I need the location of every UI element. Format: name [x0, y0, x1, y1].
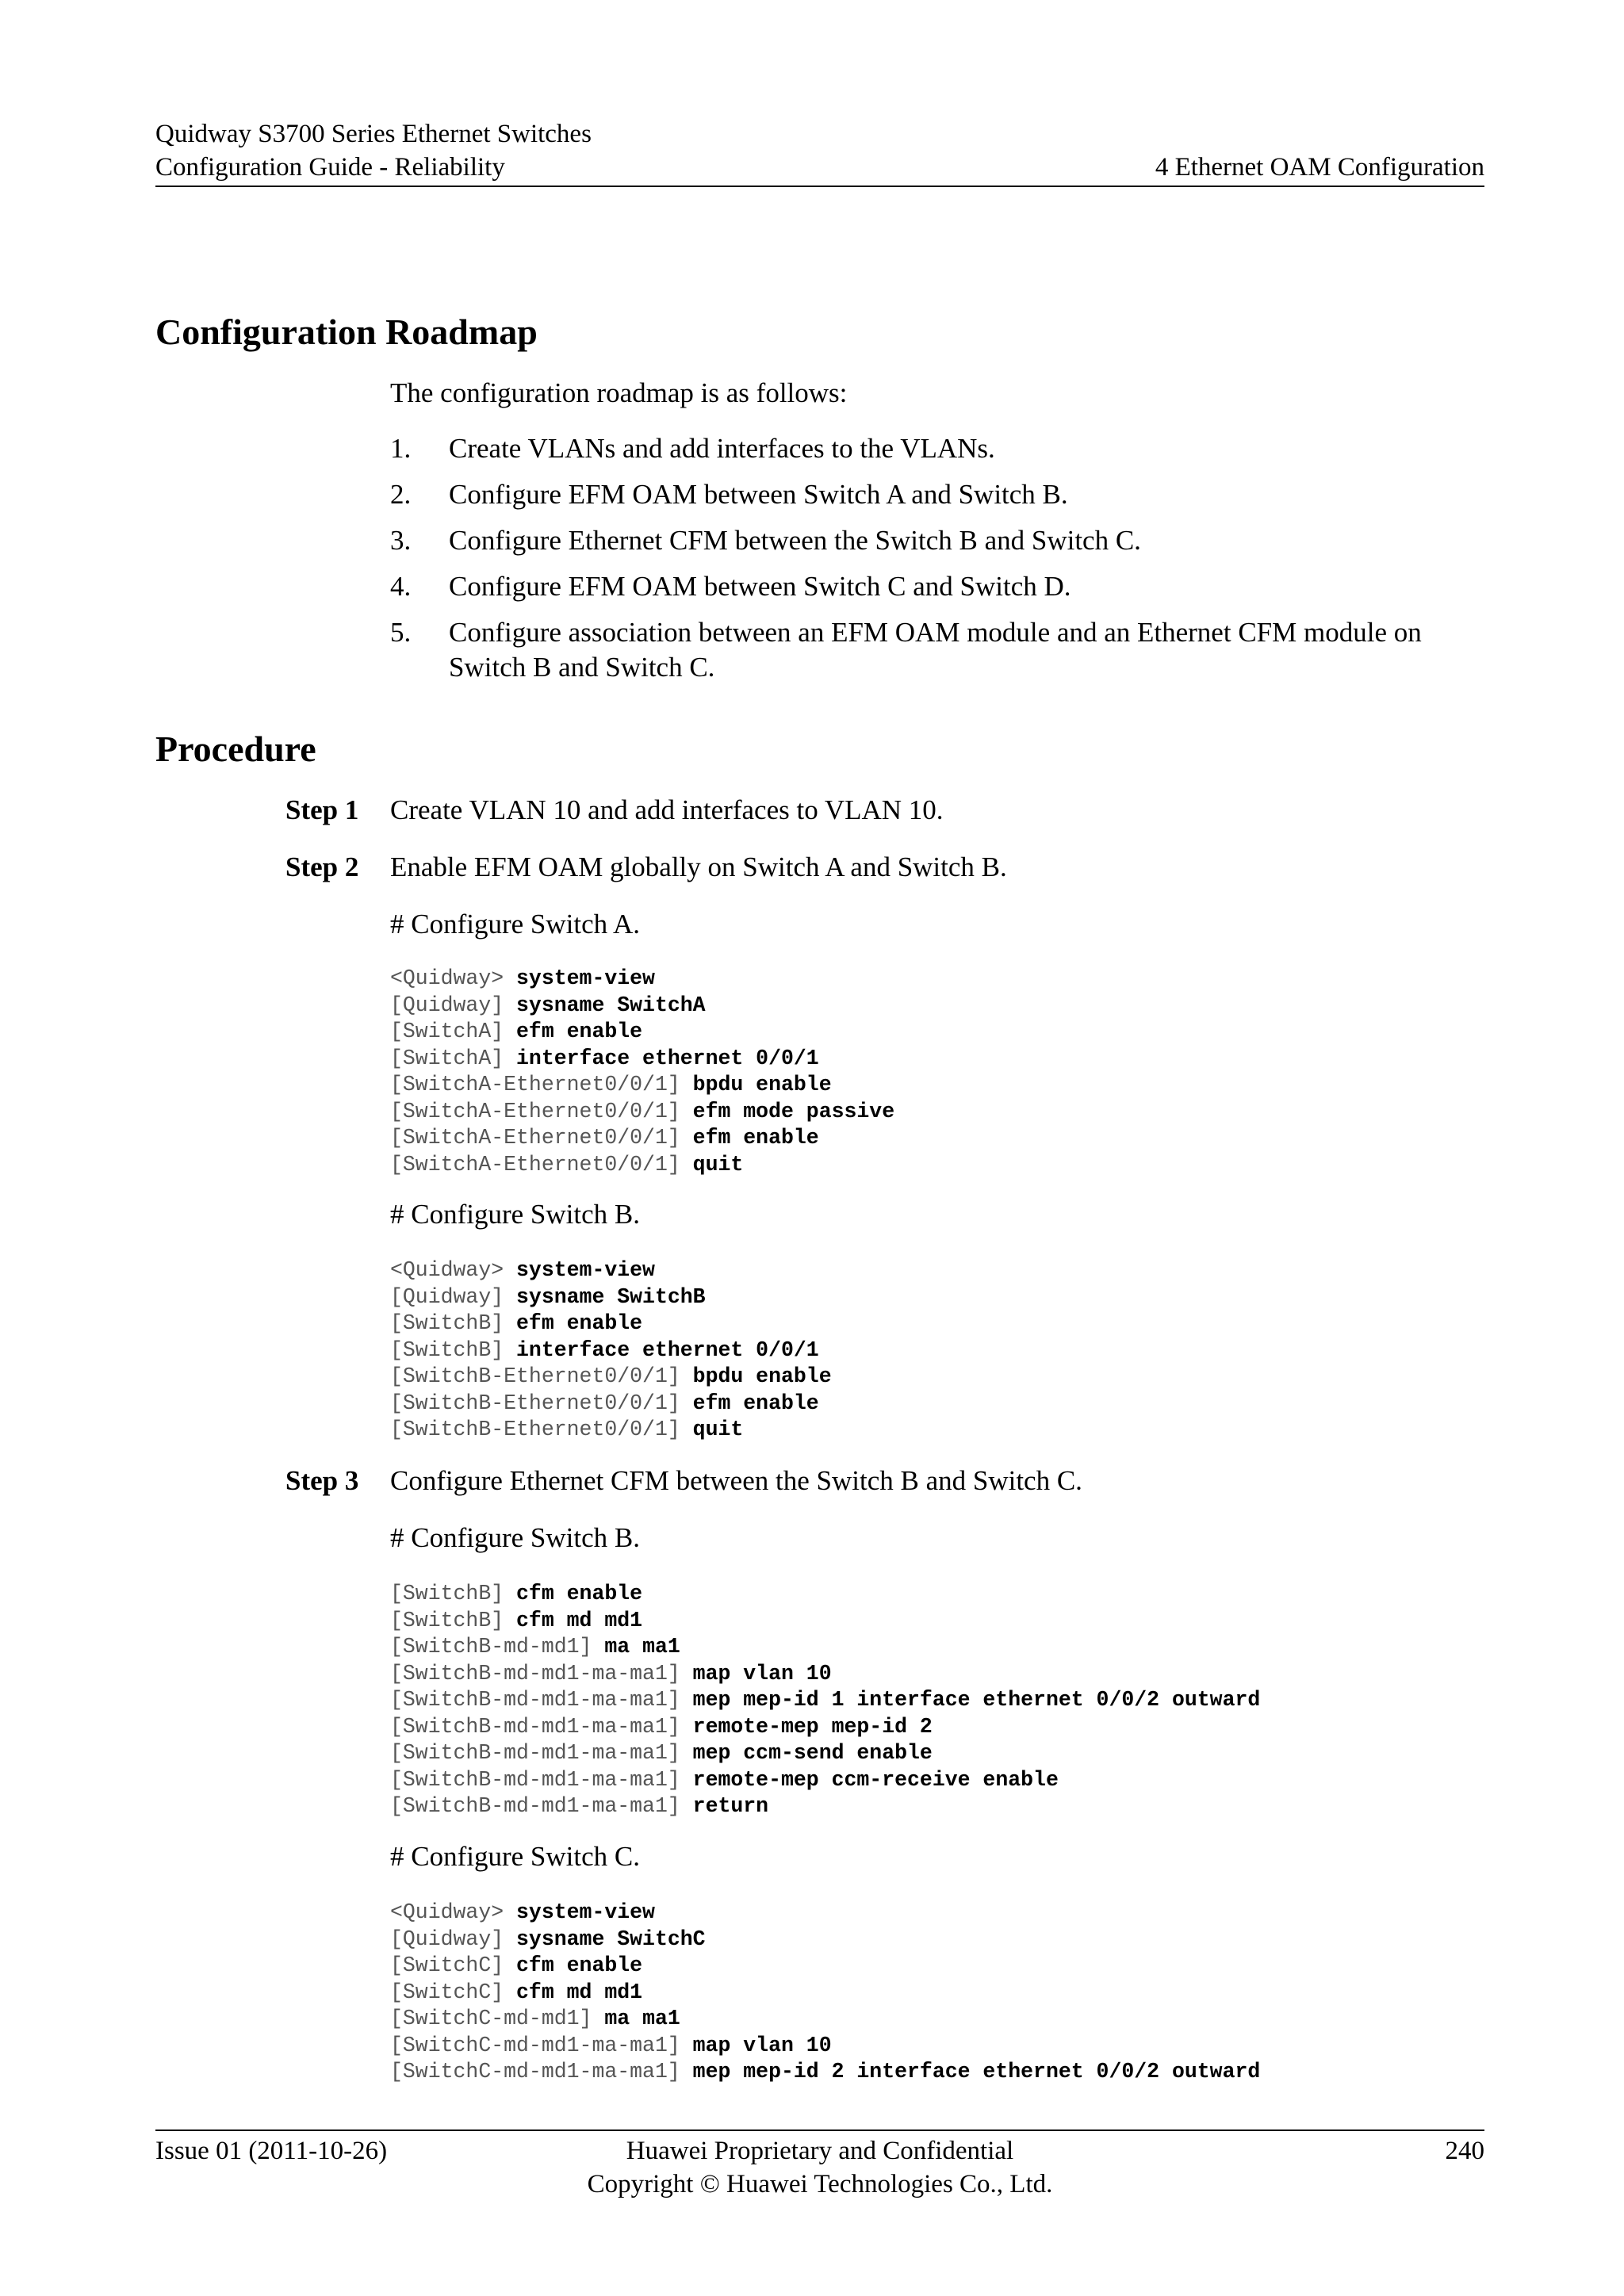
code-line [390, 1927, 1260, 1954]
code-line [390, 1714, 1260, 1741]
cli-prompt: [SwitchB-Ethernet0/0/1] [390, 1391, 680, 1415]
cli-command: remote-mep mep-id 2 [692, 1714, 933, 1739]
code-line [390, 1125, 894, 1152]
product-title: Quidway S3700 Series Ethernet Switches [155, 120, 592, 148]
cli-prompt: [SwitchB] [390, 1337, 504, 1362]
confidential-notice: Huawei Proprietary and Confidential [626, 2137, 1014, 2165]
cli-command: ma ma1 [604, 2007, 680, 2030]
step-text: Configure Ethernet CFM between the Switch B and Switch C. [390, 1465, 1082, 1496]
cli-prompt: [SwitchC-md-md1] [390, 2007, 592, 2030]
code-line [390, 1417, 832, 1444]
cli-command: efm enable [692, 1391, 819, 1415]
issue-date: Issue 01 (2011-10-26) [155, 2137, 388, 2165]
step-label: Step 1 [285, 794, 359, 825]
cli-command: map vlan 10 [692, 1661, 832, 1686]
cli-prompt: [SwitchB-Ethernet0/0/1] [390, 1364, 680, 1388]
cli-command: mep mep-id 2 interface ethernet 0/0/2 outward [692, 2060, 1261, 2084]
cli-prompt: [Quidway] [390, 1927, 504, 1951]
footer-center [155, 2134, 1484, 2201]
code-line [390, 1046, 894, 1073]
cli-command: system-view [516, 966, 655, 990]
step-text: Enable EFM OAM globally on Switch A and Switch B. [390, 851, 1007, 882]
cli-command: sysname SwitchA [516, 993, 706, 1017]
code-line [390, 1767, 1260, 1794]
page-number: 240 [1445, 2137, 1484, 2165]
code-line [390, 1581, 1260, 1608]
cli-prompt: [SwitchB-md-md1-ma-ma1] [390, 1661, 680, 1686]
cli-command: quit [692, 1418, 744, 1441]
cli-prompt: <Quidway> [390, 1900, 504, 1924]
configure-note: # Configure Switch B. [390, 1522, 640, 1553]
cli-prompt: [SwitchA-Ethernet0/0/1] [390, 1126, 680, 1150]
cli-prompt: [SwitchA-Ethernet0/0/1] [390, 1152, 680, 1177]
code-line [390, 1019, 894, 1046]
cli-command: mep mep-id 1 interface ethernet 0/0/2 outward [692, 1688, 1261, 1712]
list-item: 3. Configure Ethernet CFM between the Switch B and Switch C. [390, 525, 1141, 556]
configure-note: # Configure Switch B. [390, 1199, 640, 1230]
cli-prompt: [SwitchA] [390, 1046, 504, 1070]
cli-prompt: [SwitchB-md-md1-ma-ma1] [390, 1714, 680, 1739]
cli-command: cfm enable [516, 1582, 643, 1605]
configure-note: # Configure Switch C. [390, 1841, 640, 1872]
code-line [390, 1152, 894, 1179]
cli-prompt: [Quidway] [390, 1284, 504, 1309]
code-line [390, 1980, 1260, 2007]
code-line [390, 1364, 832, 1391]
code-line [390, 1284, 832, 1311]
code-block-switch-b-cfm [390, 1581, 1260, 1820]
code-line [390, 1257, 832, 1284]
cli-prompt: [SwitchB-md-md1] [390, 1635, 592, 1659]
code-line [390, 1661, 1260, 1688]
roadmap-heading: Configuration Roadmap [155, 312, 538, 352]
chapter-title: 4 Ethernet OAM Configuration [1155, 153, 1484, 182]
cli-command: mep ccm-send enable [692, 1741, 933, 1765]
cli-command: system-view [516, 1258, 655, 1282]
copyright-notice: Copyright © Huawei Technologies Co., Ltd. [587, 2170, 1053, 2198]
code-line [390, 1072, 894, 1099]
cli-command: sysname SwitchC [516, 1927, 706, 1951]
code-block-switch-c [390, 1900, 1260, 2086]
code-line [390, 1634, 1260, 1661]
guide-title: Configuration Guide - Reliability [155, 153, 505, 182]
code-line [390, 1099, 894, 1126]
cli-command: efm enable [516, 1020, 643, 1043]
cli-prompt: [SwitchB] [390, 1582, 504, 1605]
cli-command: bpdu enable [692, 1364, 832, 1388]
cli-prompt: [SwitchB-md-md1-ma-ma1] [390, 1741, 680, 1765]
cli-prompt: [SwitchA] [390, 1020, 504, 1043]
roadmap-list [390, 431, 1484, 696]
cli-command: interface ethernet 0/0/1 [516, 1046, 819, 1070]
cli-prompt: <Quidway> [390, 966, 504, 990]
page-header [155, 117, 1484, 187]
code-line [390, 2033, 1260, 2060]
cli-command: system-view [516, 1900, 655, 1924]
cli-prompt: [SwitchB-md-md1-ma-ma1] [390, 1767, 680, 1792]
configure-note: # Configure Switch A. [390, 909, 640, 939]
list-item: 2. Configure EFM OAM between Switch A and Switch B. [390, 479, 1068, 510]
cli-command: bpdu enable [692, 1073, 832, 1096]
cli-command: remote-mep ccm-receive enable [692, 1767, 1059, 1792]
step-label: Step 2 [285, 851, 359, 882]
cli-command: efm mode passive [692, 1099, 895, 1123]
roadmap-intro: The configuration roadmap is as follows: [390, 377, 848, 408]
code-line [390, 1337, 832, 1364]
cli-command: cfm md md1 [516, 1608, 643, 1632]
cli-prompt: [SwitchC] [390, 1980, 504, 2004]
cli-prompt: [SwitchA-Ethernet0/0/1] [390, 1073, 680, 1096]
code-line [390, 1687, 1260, 1714]
cli-prompt: [SwitchC] [390, 1954, 504, 1977]
page-footer [155, 2130, 1484, 2198]
code-line [390, 2006, 1260, 2033]
cli-prompt: <Quidway> [390, 1258, 504, 1282]
cli-prompt: [Quidway] [390, 993, 504, 1017]
code-line [390, 1793, 1260, 1820]
list-item: 5. Configure association between an EFM OAM module and an Ethernet CFM module on Switch B and Switch C. [390, 617, 1422, 683]
code-line [390, 1900, 1260, 1927]
code-line [390, 1953, 1260, 1980]
cli-command: sysname SwitchB [516, 1284, 706, 1309]
code-line [390, 1311, 832, 1337]
cli-command: interface ethernet 0/0/1 [516, 1337, 819, 1362]
cli-command: quit [692, 1152, 744, 1177]
cli-command: efm enable [692, 1126, 819, 1150]
step-text: Create VLAN 10 and add interfaces to VLAN 10. [390, 794, 944, 825]
cli-prompt: [SwitchB] [390, 1608, 504, 1632]
code-line [390, 1391, 832, 1418]
cli-command: return [692, 1794, 769, 1818]
cli-command: ma ma1 [604, 1635, 680, 1659]
code-line [390, 966, 894, 993]
code-block-switch-b [390, 1257, 832, 1444]
code-line [390, 2059, 1260, 2086]
code-line [390, 993, 894, 1020]
cli-prompt: [SwitchC-md-md1-ma-ma1] [390, 2060, 680, 2084]
list-item: 1. Create VLANs and add interfaces to the VLANs. [390, 433, 995, 464]
cli-prompt: [SwitchB-md-md1-ma-ma1] [390, 1794, 680, 1818]
code-line [390, 1740, 1260, 1767]
cli-command: efm enable [516, 1311, 643, 1335]
list-item: 4. Configure EFM OAM between Switch C and Switch D. [390, 571, 1071, 602]
procedure-heading: Procedure [155, 729, 316, 769]
cli-command: map vlan 10 [692, 2033, 832, 2057]
cli-command: cfm enable [516, 1954, 643, 1977]
cli-prompt: [SwitchB-md-md1-ma-ma1] [390, 1688, 680, 1712]
cli-prompt: [SwitchB] [390, 1311, 504, 1335]
cli-prompt: [SwitchC-md-md1-ma-ma1] [390, 2033, 680, 2057]
code-block-switch-a [390, 966, 894, 1178]
step-label: Step 3 [285, 1465, 359, 1496]
cli-command: cfm md md1 [516, 1980, 643, 2004]
code-line [390, 1608, 1260, 1635]
cli-prompt: [SwitchB-Ethernet0/0/1] [390, 1418, 680, 1441]
cli-prompt: [SwitchA-Ethernet0/0/1] [390, 1099, 680, 1123]
